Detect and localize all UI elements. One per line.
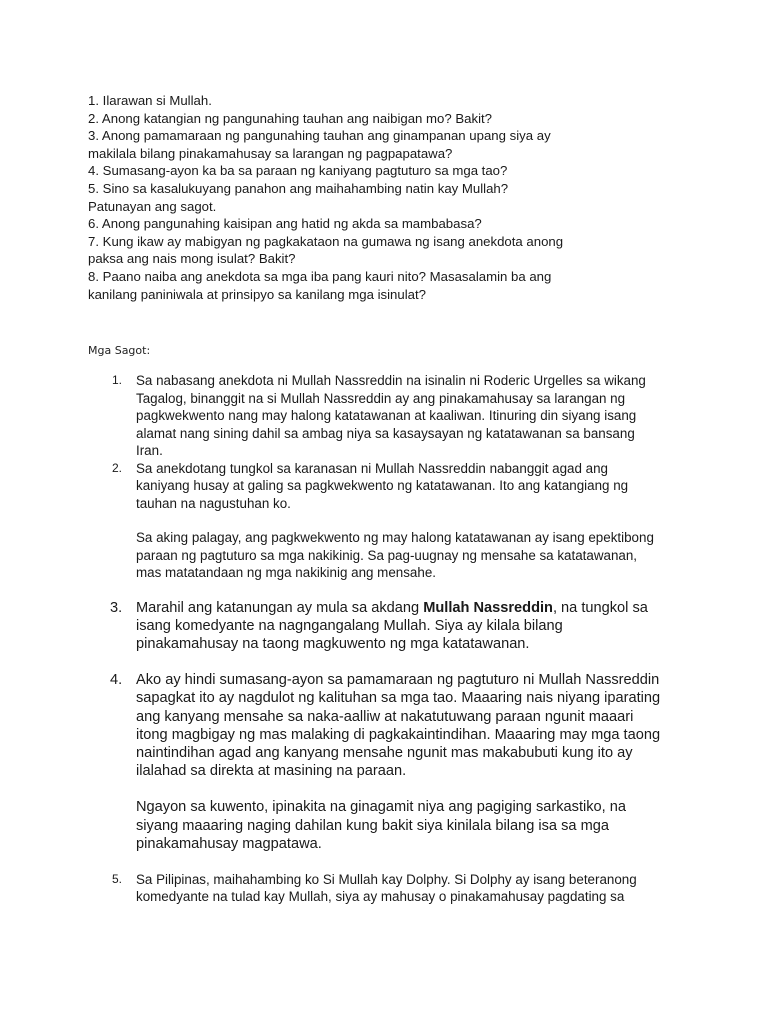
answer-line: Sa anekdotang tungkol sa karanasan ni Mullah Nassreddin nabanggit agad ang xyxy=(136,460,608,476)
answer-line: Tagalog, binanggit na si Mullah Nassreddin ay ang pinakamahusay sa larangan ng xyxy=(136,390,626,406)
answer-line: sapagkat ito ay nagdulot ng kalituhan sa mga tao. Maaaring nais niyang iparating xyxy=(136,690,661,707)
answer-number: 5. xyxy=(112,871,123,886)
answer-number: 4. xyxy=(110,672,123,689)
answer-line: Iran. xyxy=(136,443,163,458)
question-line: kanilang paniniwala at prinsipyo sa kanilang mga isinulat? xyxy=(88,286,426,302)
answer-line: Ako ay hindi sumasang-ayon sa pamamaraan ng pagtuturo ni Mullah Nassreddin xyxy=(136,672,660,689)
answer-3 xyxy=(88,599,688,654)
answer-number: 2. xyxy=(112,460,123,475)
answer-number: 3. xyxy=(110,599,123,616)
answer-line: siyang maaaring naging dahilan kung bakit siya kinilala bilang isa sa mga xyxy=(136,817,609,834)
answer-2 xyxy=(88,460,688,582)
question-line: 4. Sumasang-ayon ka ba sa paraan ng kaniyang pagtuturo sa mga tao? xyxy=(88,163,508,179)
question-line: 1. Ilarawan si Mullah. xyxy=(88,93,212,108)
answer-text: Marahil ang katanungan ay mula sa akdang xyxy=(136,599,424,616)
answer-5 xyxy=(88,871,688,906)
answers-heading: Mga Sagot: xyxy=(88,344,151,357)
answer-line: tauhan na nagustuhan ko. xyxy=(136,495,291,511)
answer-line: Ngayon sa kuwento, ipinakita na ginagamit niya ang pagiging sarkastiko, na xyxy=(136,799,627,816)
question-line: 7. Kung ikaw ay mabigyan ng pagkakataon na gumawa ng isang anekdota anong xyxy=(88,233,564,249)
answer-line: pinakamahusay magpatawa. xyxy=(136,835,322,852)
question-line: makilala bilang pinakamahusay sa larangan ng pagpapatawa? xyxy=(88,145,453,161)
answer-line: pagkwekwento nang may halong katatawanan at kaaliwan. Itinuring din siyang isang xyxy=(136,408,637,423)
answer-line: pinakamahusay na taong magkuwento ng mga katatawanan. xyxy=(136,635,530,652)
answer-line: isang komedyante na nagngangalang Mullah. Siya ay kilala bilang xyxy=(136,617,563,634)
answer-text: , na tungkol sa xyxy=(552,599,648,616)
answer-line: komedyante na tulad kay Mullah, siya ay mahusay o pinakamahusay pagdating sa xyxy=(136,889,625,905)
answer-line: ilalahad sa direkta at masining na paraan. xyxy=(136,763,407,780)
story-title: Mullah Nassreddin xyxy=(423,599,553,616)
question-line: Patunayan ang sagot. xyxy=(88,198,217,214)
answer-1 xyxy=(88,372,688,460)
answer-list xyxy=(88,372,688,906)
answer-line: Sa nabasang anekdota ni Mullah Nassreddin na isinalin ni Roderic Urgelles sa wikang xyxy=(136,373,646,388)
question-line: 8. Paano naiba ang anekdota sa mga iba pang kauri nito? Masasalamin ba ang xyxy=(88,268,552,284)
answer-number: 1. xyxy=(112,373,123,387)
answer-line: itong magbigay ng mas malaking di pagkakaintindihan. Maaaring may mga taong xyxy=(136,726,661,743)
answer-4 xyxy=(88,671,688,853)
answer-line: naintindihan agad ang kanyang mensahe ngunit mas makabubuti kung ito ay xyxy=(136,744,633,761)
question-line: 2. Anong katangian ng pangunahing tauhan ang naibigan mo? Bakit? xyxy=(88,110,493,126)
answer-line: Sa aking palagay, ang pagkwekwento ng may halong katatawanan ay isang epektibong xyxy=(136,530,654,545)
answer-line: mas matatandaan ng mga nakikinig ang mensahe. xyxy=(136,565,436,580)
answer-line: ang kanyang mensahe sa naka-aalliw at nakatutuwang paraan ngunit maaari xyxy=(136,708,634,725)
question-line: 5. Sino sa kasalukuyang panahon ang maihahambing natin kay Mullah? xyxy=(88,180,509,196)
question-line: 6. Anong pangunahing kaisipan ang hatid ng akda sa mambabasa? xyxy=(88,216,482,232)
answer-line: alamat nang sining dahil sa ambag niya sa kasaysayan ng katatawanan sa bansang xyxy=(136,425,635,441)
answer-line: Sa Pilipinas, maihahambing ko Si Mullah kay Dolphy. Si Dolphy ay isang beteranong xyxy=(136,871,637,887)
answer-line: kaniyang husay at galing sa pagkwekwento ng katatawanan. Ito ang katangiang ng xyxy=(136,478,629,493)
answer-line xyxy=(136,599,688,617)
question-list xyxy=(88,92,628,303)
question-line: 3. Anong pamamaraan ng pangunahing tauhan ang ginampanan upang siya ay xyxy=(88,128,551,144)
answer-line: paraan ng pagtuturo sa mga nakikinig. Sa pag-uugnay ng mensahe sa katatawanan, xyxy=(136,547,638,563)
question-line: paksa ang nais mong isulat? Bakit? xyxy=(88,251,296,267)
